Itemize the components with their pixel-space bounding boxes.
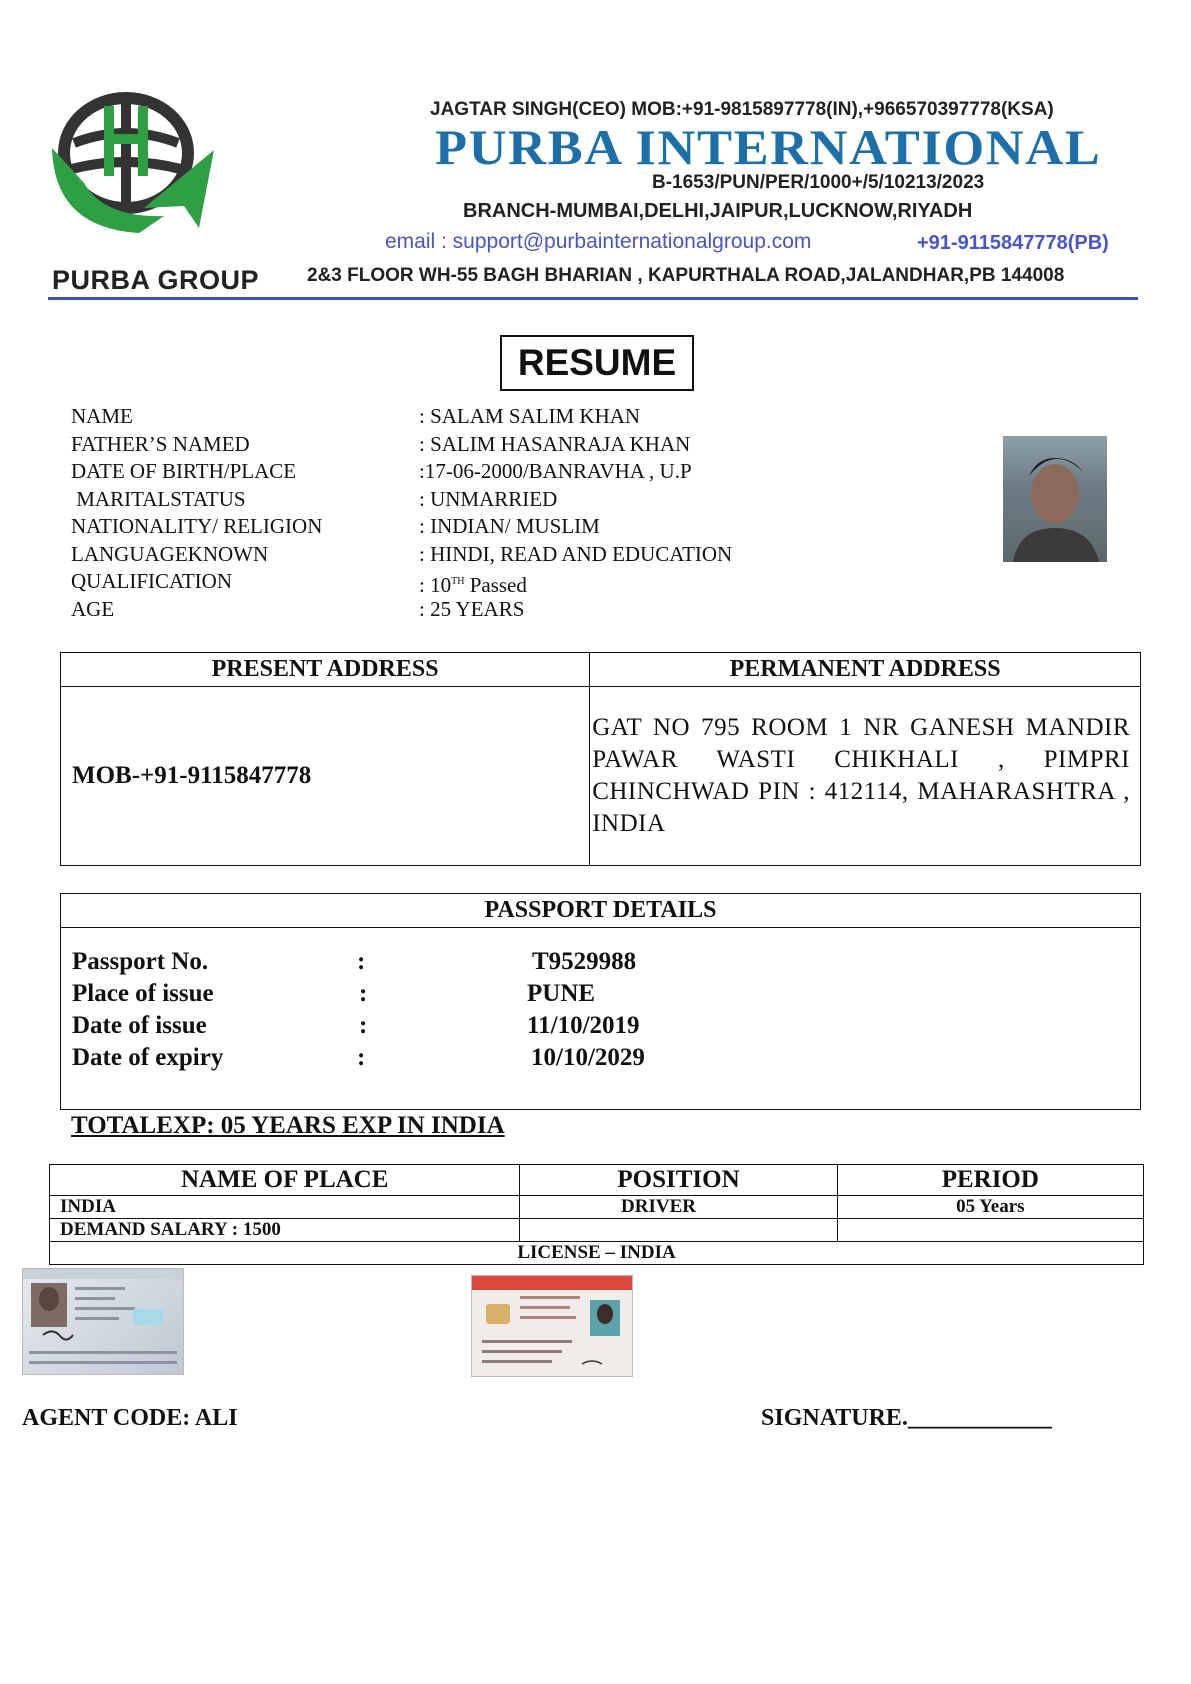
info-value: : 25 YEARS [419, 596, 525, 621]
passport-value: 10/10/2029 [531, 1044, 645, 1071]
period-cell: 05 Years [837, 1196, 1143, 1219]
empty-cell [837, 1219, 1143, 1242]
letterhead-divider [48, 297, 1138, 300]
empty-cell [520, 1219, 837, 1242]
qualification-superscript: TH [451, 576, 465, 587]
registration-number: B-1653/PUN/PER/1000+/5/10213/2023 [652, 172, 985, 193]
info-label: MARITALSTATUS [71, 486, 246, 511]
passport-scan-image [22, 1268, 184, 1375]
table-row [50, 1242, 1144, 1265]
info-value: : SALIM HASANRAJA KHAN [419, 431, 691, 456]
permanent-address-header: PERMANENT ADDRESS [590, 653, 1141, 687]
ceo-contact: JAGTAR SINGH(CEO) MOB:+91-9815897778(IN),+966570397778(KSA) [430, 99, 1054, 120]
branch-list: BRANCH-MUMBAI,DELHI,JAIPUR,LUCKNOW,RIYADH [463, 200, 973, 222]
table-row [50, 1196, 1144, 1219]
present-address-header: PRESENT ADDRESS [61, 653, 590, 687]
company-email: email : support@purbainternationalgroup.com [385, 230, 812, 253]
permanent-address: GAT NO 795 ROOM 1 NR GANESH MANDIR PAWAR WASTI CHIKHALI , PIMPRI CHINCHWAD PIN : 412114, MAHARASHTRA , INDIA [590, 687, 1141, 866]
company-phone: +91-9115847778(PB) [917, 232, 1109, 254]
info-value: :17-06-2000/BANRAVHA , U.P [419, 459, 692, 483]
logo-text: PURBA GROUP [52, 265, 260, 295]
document-title: RESUME [500, 335, 694, 391]
agent-code: AGENT CODE: ALI [22, 1405, 238, 1431]
passport-label: Place of issue [72, 980, 214, 1007]
passport-value: PUNE [527, 980, 596, 1007]
signature-line: SIGNATURE.____________ [761, 1405, 1052, 1431]
license-cell: LICENSE – INDIA [50, 1242, 1144, 1265]
info-value: : SALAM SALIM KHAN [419, 404, 641, 428]
passport-value: 11/10/2019 [527, 1012, 640, 1039]
info-label: AGE [71, 596, 115, 621]
place-header: NAME OF PLACE [50, 1165, 520, 1196]
salary-cell: DEMAND SALARY : 1500 [50, 1219, 520, 1242]
info-value: : UNMARRIED [419, 486, 558, 511]
company-logo [44, 88, 224, 263]
address-table [60, 652, 1141, 866]
info-label: NAME [71, 404, 133, 428]
position-cell: DRIVER [520, 1196, 837, 1219]
info-label: LANGUAGEKNOWN [71, 541, 269, 566]
passport-colon: : [357, 948, 366, 975]
passport-value: T9529988 [532, 948, 637, 975]
experience-table [49, 1164, 1144, 1265]
info-label: QUALIFICATION [71, 569, 232, 593]
period-header: PERIOD [837, 1165, 1143, 1196]
passport-label: Date of expiry [72, 1044, 224, 1071]
passport-details [60, 893, 1141, 1110]
company-address: 2&3 FLOOR WH-55 BAGH BHARIAN , KAPURTHALA ROAD,JALANDHAR,PB 144008 [307, 265, 1065, 286]
passport-label: Passport No. [72, 948, 209, 975]
info-label: FATHER’S NAMED [71, 431, 250, 456]
passport-header: PASSPORT DETAILS [61, 894, 1140, 928]
qualification-grade: : 10 [419, 573, 452, 597]
info-label: DATE OF BIRTH/PLACE [71, 459, 297, 483]
info-value: : INDIAN/ MUSLIM [419, 514, 600, 538]
place-cell: INDIA [50, 1196, 520, 1219]
passport-colon: : [359, 1012, 368, 1039]
passport-colon: : [357, 1044, 366, 1071]
passport-label: Date of issue [72, 1012, 207, 1039]
info-value: : HINDI, READ AND EDUCATION [419, 541, 733, 566]
position-header: POSITION [520, 1165, 837, 1196]
candidate-photo [1003, 436, 1107, 562]
present-address: MOB-+91-9115847778 [61, 687, 590, 866]
license-scan-image [471, 1275, 633, 1377]
qualification-suffix: Passed [464, 573, 527, 597]
table-row [50, 1219, 1144, 1242]
info-label: NATIONALITY/ RELIGION [71, 514, 323, 538]
company-name: PURBA INTERNATIONAL [435, 119, 1102, 175]
passport-colon: : [359, 980, 368, 1007]
total-experience: TOTALEXP: 05 YEARS EXP IN INDIA [71, 1112, 505, 1139]
